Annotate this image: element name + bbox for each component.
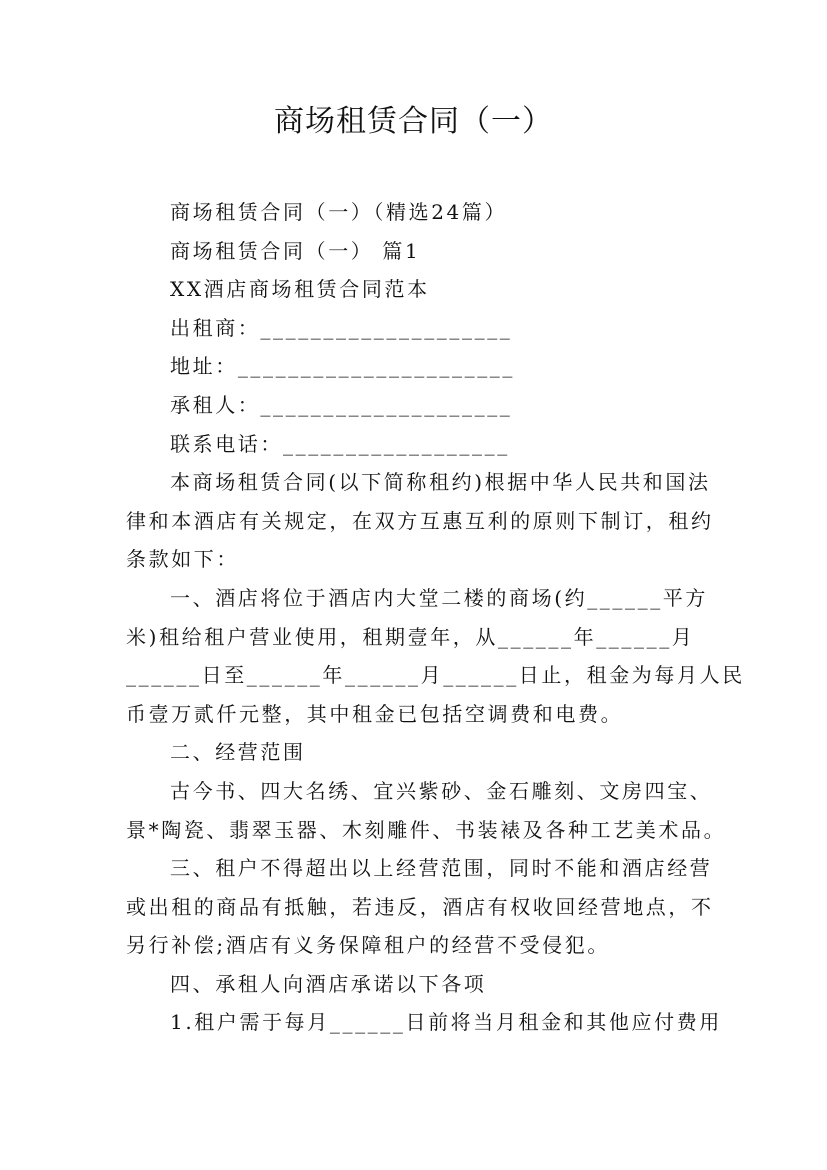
paragraph-line: 米)租给租户营业使用，租期壹年，从______年______月 — [126, 624, 695, 649]
phone-field — [126, 425, 726, 464]
text-line: XX酒店商场租赁合同范本 — [170, 277, 430, 302]
paragraph-line: 另行补偿;酒店有义务保障租户的经营不受侵犯。 — [126, 933, 610, 958]
field-blank: ____________________ — [260, 392, 513, 417]
field-blank: __________________ — [283, 431, 510, 456]
paragraph-line: 条款如下： — [126, 547, 239, 572]
paragraph-line: 币壹万贰仟元整，其中租金已包括空调费和电费。 — [126, 701, 624, 726]
paragraph-line: 三、租户不得超出以上经营范围，同时不能和酒店经营 — [170, 856, 713, 881]
text-line: 商场租赁合同（一）（精选24篇） — [170, 200, 508, 224]
field-label: 承租人： — [170, 392, 261, 417]
paragraph-line: 或出租的商品有抵触，若违反，酒店有权收回经营地点，不 — [126, 894, 714, 919]
lessor-field — [126, 309, 726, 348]
paragraph-line: 1.租户需于每月______日前将当月租金和其他应付费用 — [170, 1010, 722, 1035]
section-heading: 二、经营范围 — [170, 740, 306, 765]
field-blank: ______________________ — [237, 354, 516, 379]
paragraph-line: 本商场租赁合同(以下简称租约)根据中华人民共和国法 — [170, 470, 711, 495]
paragraph-line: 古今书、四大名绣、宜兴紫砂、金石雕刻、文房四宝、 — [170, 778, 713, 803]
section-heading: 四、承租人向酒店承诺以下各项 — [170, 971, 487, 996]
field-label: 出租商： — [170, 315, 261, 340]
paragraph-line: 一、酒店将位于酒店内大堂二楼的商场(约______平方 — [170, 585, 709, 610]
paragraph-line: 律和本酒店有关规定，在双方互惠互利的原则下制订，租约 — [126, 508, 714, 533]
text-line: 商场租赁合同（一） 篇1 — [170, 238, 421, 263]
paragraph-line: 景*陶瓷、翡翠玉器、木刻雕件、书装裱及各种工艺美术品。 — [126, 817, 727, 842]
field-label: 地址： — [170, 354, 238, 379]
paragraph-line: ______日至______年______月______日止，租金为每月人民 — [126, 663, 745, 688]
lessee-field — [126, 386, 726, 425]
field-label: 联系电话： — [170, 431, 283, 456]
document-body — [126, 193, 745, 1042]
address-field — [126, 347, 726, 386]
field-blank: ____________________ — [260, 315, 513, 340]
document-title: 商场租赁合同（一） — [274, 104, 553, 139]
